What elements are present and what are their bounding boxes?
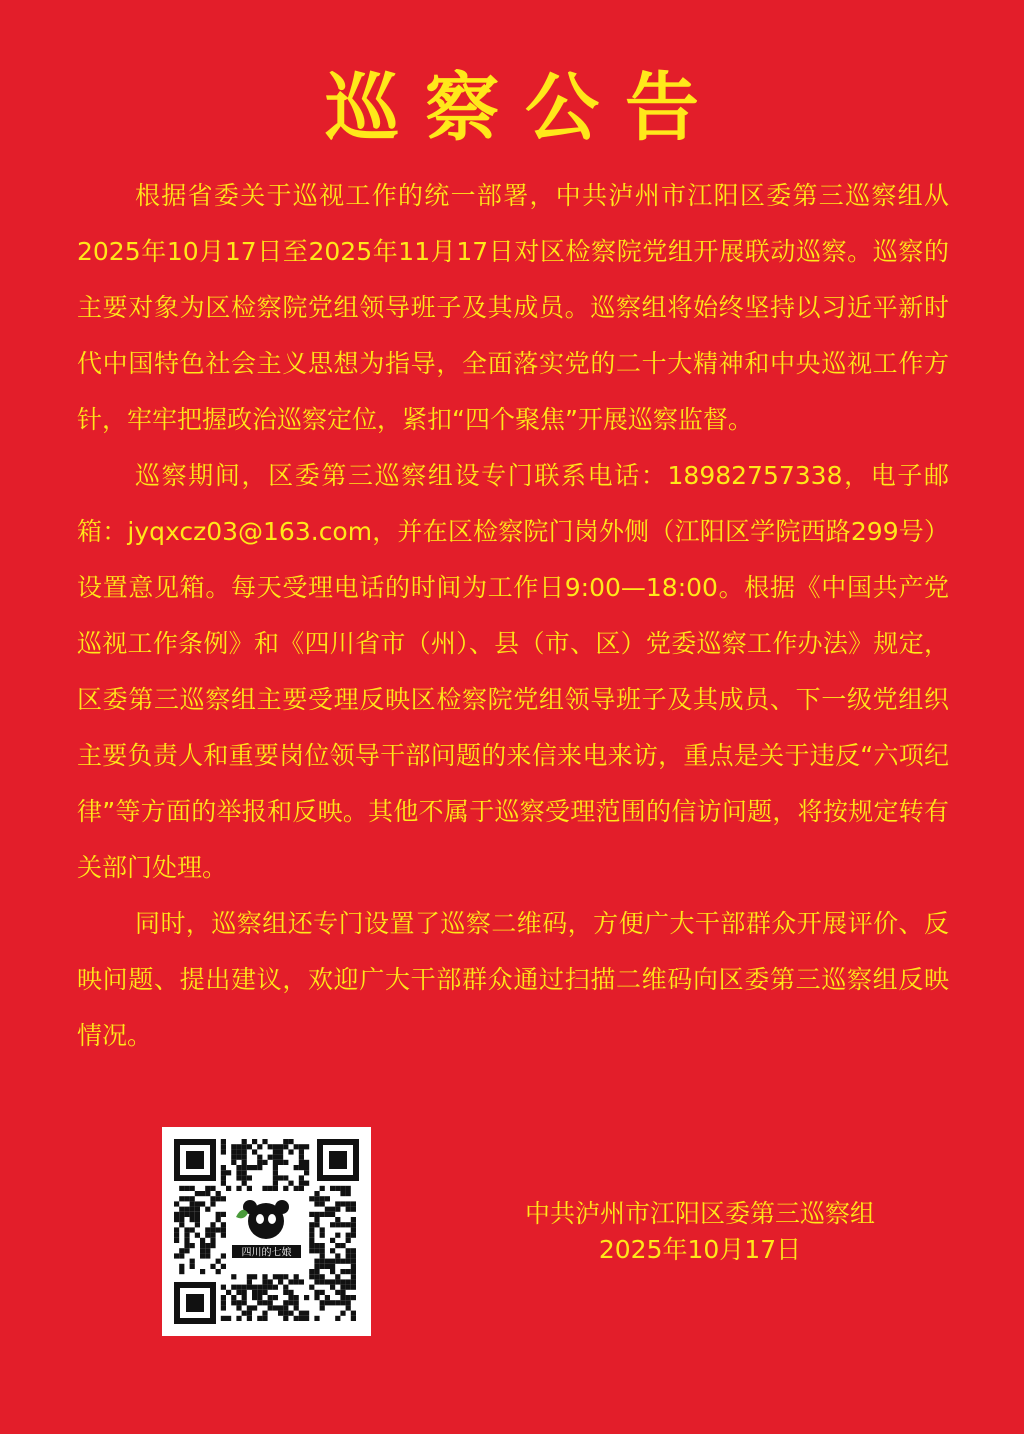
signature-organization: 中共泸州市江阳区委第三巡察组 xyxy=(524,1199,875,1228)
paragraph-contact-info: 巡察期间，区委第三巡察组设专门联系电话：18982757338，电子邮箱：jyqxcz03@163.com，并在区检察院门岗外侧（江阳区学院西路299号）设置意见箱。每天受理电话的时间为工作日9:00—18:00。根据《中国共产党巡视工作条例》和《四川省市（州）、县（市、区）党委巡察工作办法》规定，区委第三巡察组主要受理反映区检察院党组领导班子及其成员、下一级党组织主要负责人和重要岗位领导干部问题的来信来电来访，重点是关于违反“六项纪律”等方面的举报和反映。其他不属于巡察受理范围的信访问题，将按规定转有关部门处理。 xyxy=(77,461,949,882)
signature-date: 2025年10月17日 xyxy=(598,1235,802,1264)
qr-code-image xyxy=(162,1127,371,1336)
paragraph-qr-code-notice: 同时，巡察组还专门设置了巡察二维码，方便广大干部群众开展评价、反映问题、提出建议，欢迎广大干部群众通过扫描二维码向区委第三巡察组反映情况。 xyxy=(77,909,949,1050)
notice-title: 巡察公告 xyxy=(325,65,725,151)
qr-code[interactable] xyxy=(162,1127,371,1336)
notice-body xyxy=(77,168,949,1064)
signature-block xyxy=(480,1196,920,1268)
panda-logo-icon xyxy=(228,1193,305,1270)
qr-logo-text: 四川的七娘 xyxy=(241,1247,292,1259)
paragraph-inspection-arrangement: 根据省委关于巡视工作的统一部署，中共泸州市江阳区委第三巡察组从2025年10月17日至2025年11月17日对区检察院党组开展联动巡察。巡察的主要对象为区检察院党组领导班子及其成员。巡察组将始终坚持以习近平新时代中国特色社会主义思想为指导，全面落实党的二十大精神和中央巡视工作方针，牢牢把握政治巡察定位，紧扣“四个聚焦”开展巡察监督。 xyxy=(77,181,949,434)
